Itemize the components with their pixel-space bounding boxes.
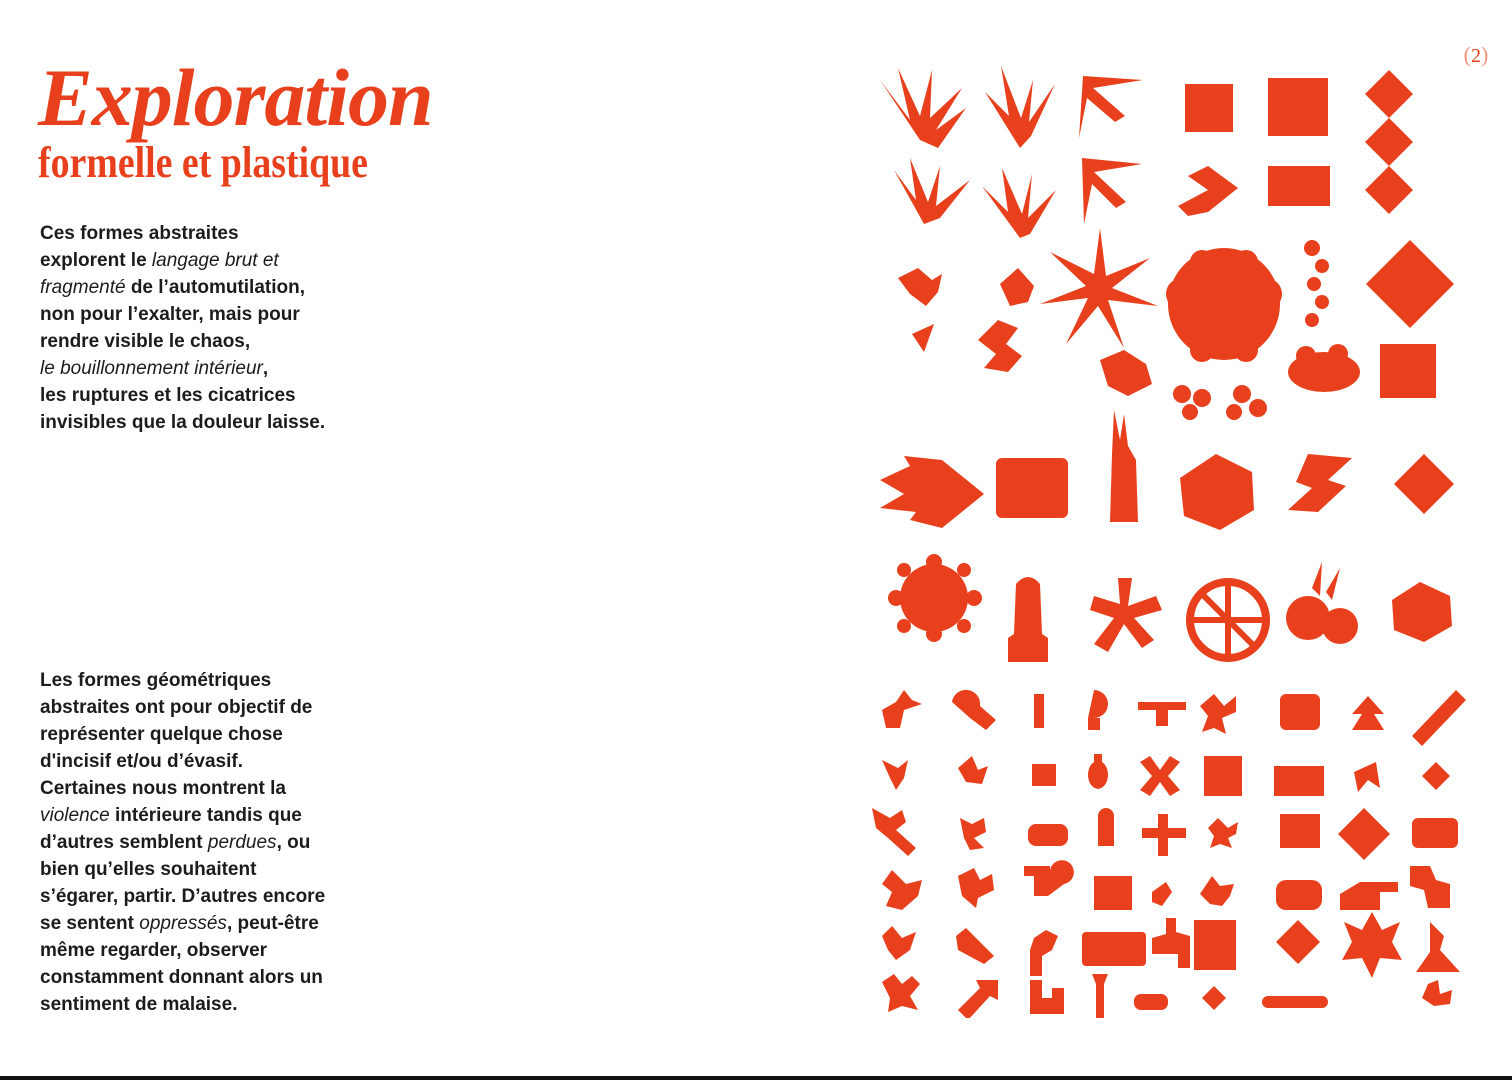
glyph-icon: [1028, 824, 1068, 846]
glyph-icon: [1082, 932, 1146, 966]
spike-column-icon: [1110, 410, 1138, 522]
snowflake-blob-icon: [888, 554, 982, 642]
glyph-icon: [958, 756, 988, 784]
glyph-icon: [952, 690, 996, 730]
intro-paragraph: [40, 220, 360, 436]
glyph-icon: [1416, 922, 1460, 972]
glyph-icon: [1030, 930, 1058, 976]
star-tile-icon: [1380, 344, 1436, 398]
glyph-icon: [1280, 694, 1320, 730]
glyph-icon: [1092, 974, 1108, 1018]
paragraph-run: rendre visible le chaos,: [40, 331, 251, 352]
paragraph-run: s’égarer, partir. D’autres encore: [40, 886, 326, 907]
paragraph-run: les ruptures et les cicatrices: [40, 385, 296, 406]
paragraph-run: d'incisif et/ou d’évasif.: [40, 751, 244, 772]
spoked-wheel-icon: [1190, 582, 1266, 658]
cherry-bomb-icon: [1286, 562, 1358, 644]
glyph-grid: [872, 690, 1466, 1018]
geometric-paragraph: [40, 667, 360, 1018]
star-burst-icon: [1040, 228, 1158, 348]
glyph-icon: [1280, 814, 1320, 848]
glyph-icon: [882, 690, 922, 728]
page-number-value: 2: [1471, 45, 1481, 67]
glyph-icon: [1194, 920, 1236, 970]
grass-burst-icon: [982, 168, 1056, 238]
glyph-icon: [1412, 818, 1458, 848]
glyph-icon: [1152, 882, 1172, 906]
squiggle-icon: [978, 320, 1022, 372]
spiral-frame-icon: [1392, 582, 1452, 642]
glyph-icon: [1200, 694, 1236, 734]
grass-burst-icon: [985, 66, 1055, 148]
paragraph-run: de l’automutilation,: [125, 277, 305, 298]
glyph-icon: [1024, 860, 1074, 896]
glyph-icon: [1200, 876, 1234, 906]
paragraph-run: même regarder, observer: [40, 940, 268, 961]
flower-cloud-icon: [1288, 344, 1360, 392]
arrow-corner-icon: [1079, 76, 1143, 138]
paragraph-run: bien qu’elles souhaitent: [40, 859, 257, 880]
fragment-icon: [1100, 350, 1152, 396]
glyph-icon: [882, 760, 908, 790]
glyph-icon: [872, 808, 916, 856]
glyph-icon: [958, 868, 994, 908]
folded-diamond-icon: [1394, 454, 1454, 514]
paragraph-run: intérieure tandis que: [109, 805, 302, 826]
glyph-icon: [882, 870, 922, 910]
dotted-diamond-icon: [1366, 240, 1454, 328]
glyph-icon: [1276, 920, 1320, 964]
page-subtitle: formelle et plastique: [38, 138, 368, 187]
bottom-divider: [0, 1076, 1512, 1080]
paragraph-run: oppressés: [139, 913, 227, 934]
glyph-icon: [1030, 980, 1064, 1014]
paragraph-run: Certaines nous montrent la: [40, 778, 286, 799]
glyph-icon: [1140, 756, 1180, 796]
glyph-icon: [1152, 918, 1190, 968]
chevron-arrow-icon: [1178, 166, 1238, 216]
glyph-icon: [1088, 754, 1108, 789]
glyph-icon: [1354, 762, 1380, 792]
glyph-icon: [960, 818, 986, 850]
paragraph-run: d’autres semblent: [40, 832, 208, 853]
paragraph-run: non pour l’exalter, mais pour: [40, 304, 300, 325]
glyph-icon: [1352, 696, 1384, 730]
paragraph-run: langage brut et: [151, 250, 279, 271]
bead-chain-icon: [1304, 240, 1329, 327]
grass-burst-icon: [894, 158, 970, 224]
lightning-z-icon: [1288, 454, 1352, 512]
glyph-icon: [882, 926, 916, 960]
paragraph-run: explorent le: [40, 250, 152, 271]
checker-block-icon: [1268, 78, 1328, 136]
glyph-icon: [1276, 880, 1322, 910]
abstract-shapes-illustration: [860, 58, 1480, 1018]
glyph-icon: [1138, 702, 1186, 726]
paragraph-run: sentiment de malaise.: [40, 994, 238, 1015]
paragraph-run: Ces formes abstraites: [40, 223, 239, 244]
glyph-icon: [1422, 762, 1450, 790]
glyph-icon: [1412, 690, 1466, 746]
paragraph-run: , ou: [276, 832, 311, 853]
glyph-icon: [956, 928, 994, 964]
glyph-icon: [1204, 756, 1242, 796]
glyph-icon: [1422, 980, 1452, 1006]
bead-cluster-icon: [1173, 385, 1267, 420]
paragraph-run: représenter quelque chose: [40, 724, 283, 745]
glyph-icon: [1142, 814, 1186, 856]
glyph-icon: [1274, 766, 1324, 796]
glyph-icon: [1032, 764, 1056, 786]
fragment-icon: [1000, 268, 1034, 306]
glyph-icon: [1342, 912, 1402, 978]
fragment-icon: [898, 268, 942, 352]
asterisk-icon: [1090, 578, 1162, 652]
page-number-bracket-left: (: [1463, 42, 1471, 67]
paragraph-run: fragmenté: [40, 277, 126, 298]
paragraph-run: Les formes géométriques: [40, 670, 272, 691]
page-number-bracket-right: ): [1481, 42, 1489, 67]
glyph-icon: [1338, 808, 1390, 860]
paragraph-run: le bouillonnement intérieur: [40, 358, 263, 379]
paragraph-run: violence: [40, 805, 110, 826]
paragraph-run: constamment donnant alors un: [40, 967, 323, 988]
blob-cloud-icon: [1166, 248, 1282, 362]
arrow-leaf-icon: [880, 456, 984, 528]
paragraph-run: invisibles que la douleur laisse.: [40, 412, 326, 433]
checker-block-icon: [1268, 166, 1330, 206]
title-block: [38, 52, 433, 187]
arrow-corner-icon: [1082, 158, 1142, 224]
paragraph-run: , peut-être: [226, 913, 319, 934]
totem-icon: [1008, 577, 1048, 662]
glyph-icon: [958, 980, 998, 1018]
glyph-icon: [1340, 882, 1398, 910]
ring-badge-icon: [996, 458, 1068, 518]
glyph-icon: [1202, 986, 1226, 1010]
diamond-column-icon: [1365, 70, 1413, 214]
paragraph-run: ,: [262, 358, 269, 379]
paragraph-run: abstraites ont pour objectif de: [40, 697, 313, 718]
glyph-icon: [1262, 996, 1328, 1008]
grass-burst-icon: [880, 68, 966, 148]
glyph-icon: [882, 974, 920, 1012]
glyph-icon: [1088, 690, 1108, 730]
page-title: Exploration: [38, 52, 433, 143]
glyph-icon: [1208, 818, 1238, 848]
paragraph-run: se sentent: [40, 913, 140, 934]
glyph-icon: [1410, 866, 1450, 908]
glyph-icon: [1034, 694, 1044, 728]
glyph-icon: [1134, 994, 1168, 1010]
glyph-icon: [1094, 876, 1132, 910]
paragraph-run: perdues: [207, 832, 277, 853]
glyph-icon: [1098, 808, 1114, 846]
spiral-frame-icon: [1180, 454, 1254, 530]
checker-block-icon: [1185, 84, 1233, 132]
